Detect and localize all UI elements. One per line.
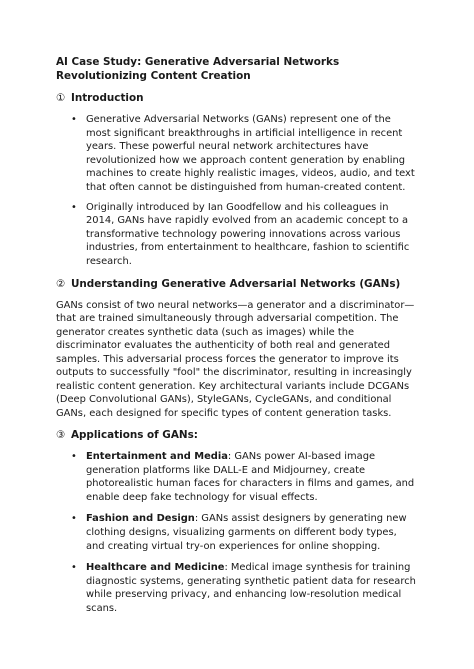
list-item — [56, 113, 418, 195]
section-title: Applications of GANs: — [70, 429, 198, 442]
applications-bullet-list — [56, 450, 418, 616]
application-description: : GANs power AI-based image generation platforms like DALL-E and Midjourney, create photorealistic human faces for characters in films and games, and enable deep fake technology for visual effects. — [86, 451, 415, 503]
bullet-icon: • — [71, 114, 77, 125]
section-heading-understanding-gans — [56, 277, 418, 291]
bullet-icon: • — [71, 201, 77, 213]
section-title: Introduction — [70, 92, 144, 104]
document-title: AI Case Study: Generative Adversarial Networks Revolutionizing Content Creation — [56, 56, 340, 82]
section-heading-applications — [56, 428, 418, 442]
bullet-icon: • — [71, 513, 77, 525]
understanding-paragraph: GANs consist of two neural networks—a generator and a discriminator—that are trained simultaneously through adversarial competition. The generator creates synthetic data (such as images) while the discriminator evaluates the authenticity of both real and generated samples. This adversarial process forces the generator to improve its outputs to successfully "fool" the discriminator, resulting in increasingly realistic content generation. Key architectural variants include DCGANs (Deep Convolutional GANs), StyleGANs, CycleGANs, and conditional GANs, each designed for specific types of content generation tasks. — [56, 299, 415, 419]
list-item-text: Generative Adversarial Networks (GANs) represent one of the most significant breakthroughs in artificial intelligence in recent years. These powerful neural network architectures have revolutionized how we approach content generation by enabling machines to create highly realistic images, videos, audio, and text that often cannot be distinguished from human-created content. — [86, 114, 415, 193]
bullet-icon: • — [71, 562, 77, 574]
list-item — [56, 561, 418, 615]
section-number-icon: ① — [56, 92, 66, 104]
list-item — [56, 512, 418, 553]
document-page — [56, 55, 418, 624]
application-description: : GANs assist designers by generating new clothing designs, visualizing garments on different body types, and creating virtual try-on experiences for online shopping. — [86, 513, 407, 552]
introduction-bullet-list — [56, 113, 418, 269]
list-item-text: Originally introduced by Ian Goodfellow and his colleagues in 2014, GANs have rapidly evolved from an academic concept to a transformative technology powering innovations across various industries, from entertainment to healthcare, fashion to scientific research. — [86, 201, 410, 267]
application-description: : Medical image synthesis for training diagnostic systems, generating synthetic patient data for research while preserving privacy, and enhancing low-resolution medical scans. — [86, 562, 416, 614]
bullet-icon: • — [71, 451, 77, 463]
section-heading-introduction — [56, 91, 418, 105]
section-title: Understanding Generative Adversarial Networks (GANs) — [70, 277, 401, 290]
application-label: Entertainment and Media — [86, 451, 228, 463]
application-label: Healthcare and Medicine — [86, 562, 225, 574]
section-number-icon: ③ — [56, 429, 66, 442]
list-item — [56, 201, 418, 269]
application-label: Fashion and Design — [86, 513, 195, 525]
list-item — [56, 450, 418, 504]
section-number-icon: ② — [56, 277, 66, 290]
